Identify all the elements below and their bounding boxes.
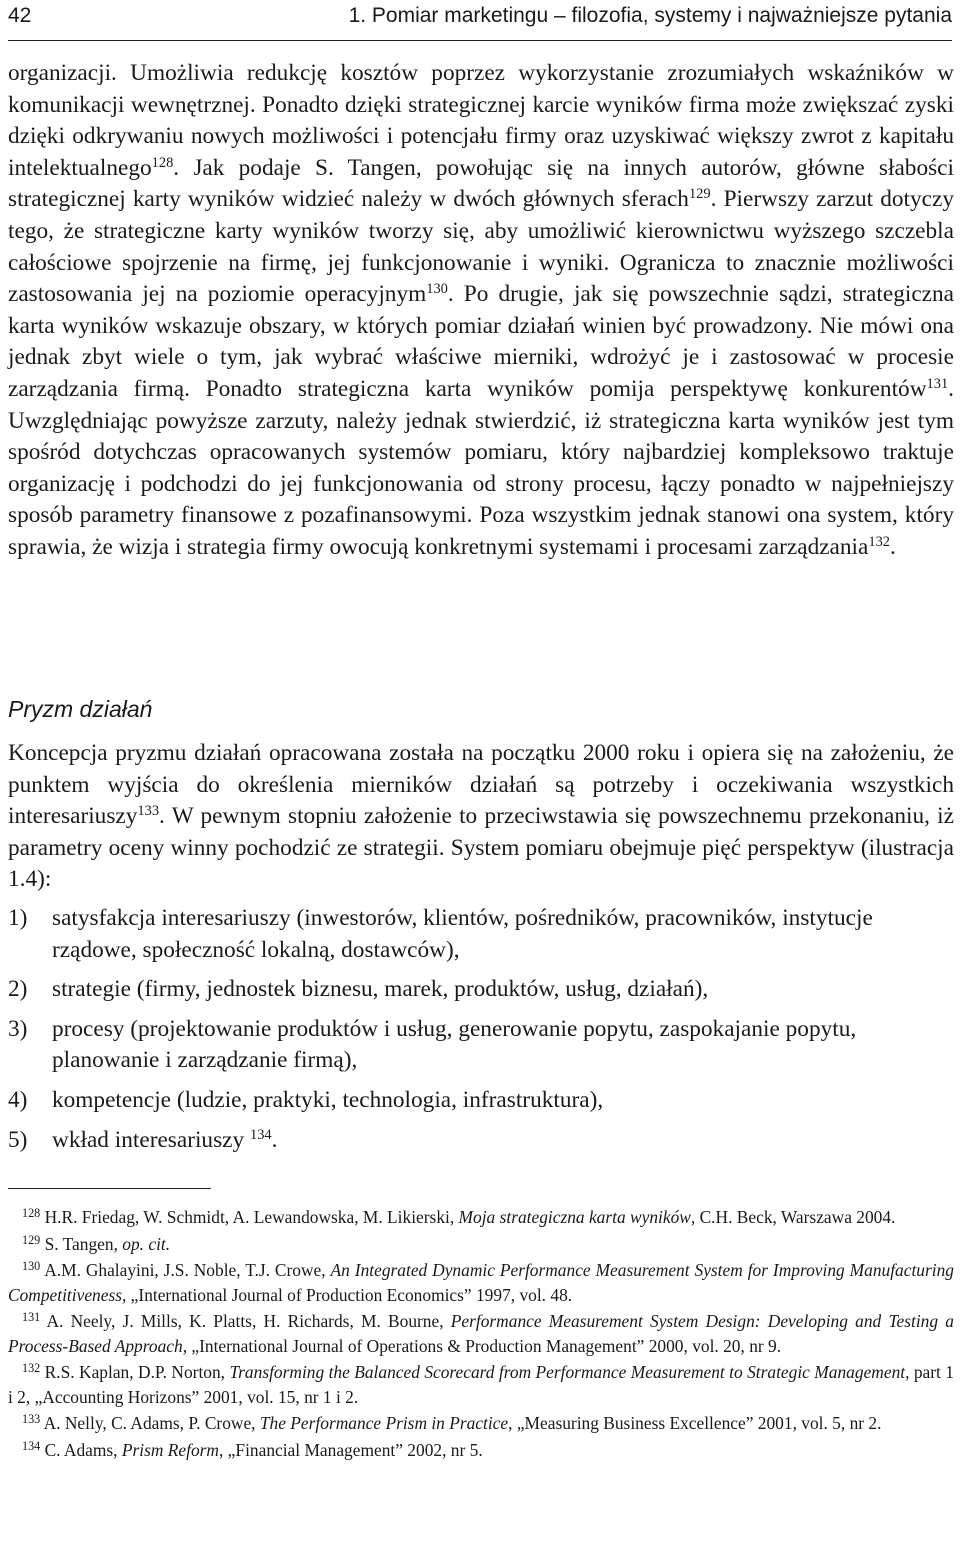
list-text: procesy (projektowanie produktów i usług, generowanie popytu, zaspokajanie popytu, planowanie i zarządzanie firmą), <box>52 1015 857 1074</box>
text-run: . Pierwszy zarzut dotyczy tego, że strategiczne karty wyników tworzy się, aby umożliwić kierownictwu wyższego szczebla całościowe spojrzenie na firmę, jej funkcjonowanie i wyniki. Ogranicza to znacznie możliwości zastosowania jej na poziomie operacyjnym <box>8 186 954 308</box>
text-run: . W pewnym stopniu założenie to przeciwstawia się powszechnemu przekonaniu, iż parametry oceny winny pochodzić ze strategii. System pomiaru obejmuje pięć perspektyw (ilustracja 1.4): <box>8 803 954 893</box>
footnote <box>8 1258 954 1307</box>
footnote <box>8 1411 954 1436</box>
footnote-ref: 128 <box>151 154 174 171</box>
footnote-authors: S. Tangen, <box>40 1233 123 1254</box>
footnote-number: 132 <box>22 1360 41 1375</box>
footnote-source: , „International Journal of Production Economics” 1997, vol. 48. <box>121 1284 573 1305</box>
page-number: 42 <box>8 4 32 27</box>
footnote-number: 130 <box>22 1258 41 1273</box>
body-paragraph-2 <box>8 738 954 896</box>
footnote-title: Moja strategiczna karta wyników <box>458 1207 691 1227</box>
footnote <box>8 1438 954 1463</box>
footnote-title: Performance Measurement System Design: Developing and Testing a Process-Based Approach <box>8 1311 954 1356</box>
footnote-source: , „Measuring Business Excellence” 2001, vol. 5, nr 2. <box>508 1413 882 1433</box>
footnote-authors: A. Neely, J. Mills, K. Platts, H. Richards, M. Bourne, <box>40 1311 451 1331</box>
list-item <box>8 903 954 966</box>
list-item <box>8 974 954 1006</box>
footnote-number: 131 <box>22 1309 41 1324</box>
list-text: strategie (firmy, jednostek biznesu, marek, produktów, usług, działań), <box>52 976 709 1003</box>
list-item <box>8 1125 954 1157</box>
running-header <box>8 2 952 36</box>
footnote-title: op. cit. <box>122 1233 171 1254</box>
footnote-authors: R.S. Kaplan, D.P. Norton, <box>40 1362 230 1382</box>
list-number: 3) <box>8 1015 28 1042</box>
footnote-number: 133 <box>22 1411 41 1426</box>
text-run: Koncepcja pryzmu działań opracowana została na początku 2000 roku i opiera się na założeniu, że punktem wyjścia do określenia mierników działań są potrzeby i oczekiwania wszystkich interesariuszy <box>8 740 954 830</box>
footnote-authors: H.R. Friedag, W. Schmidt, A. Lewandowska, M. Likierski, <box>40 1207 459 1227</box>
footnote-source: , „Financial Management” 2002, nr 5. <box>218 1439 483 1460</box>
footnote-title: An Integrated Dynamic Performance Measurement System for Improving Manufacturing Competitiveness <box>8 1260 954 1305</box>
body-paragraph-1 <box>8 58 954 564</box>
footnote-number: 134 <box>22 1438 41 1453</box>
footnote-ref: 134 <box>249 1126 272 1143</box>
footnotes <box>8 1205 954 1464</box>
text-run: . Jak podaje S. Tangen, powołując się na innych autorów, główne słabości strategicznej karty wyników widzieć należy w dwóch głównych sferach <box>8 154 954 213</box>
chapter-title: 1. Pomiar marketingu – filozofia, systemy i najważniejsze pytania <box>348 4 952 27</box>
footnote-authors: C. Adams, <box>40 1439 122 1460</box>
footnote-title: The Performance Prism in Practice <box>259 1413 509 1433</box>
list-item <box>8 1085 954 1117</box>
text-run: . Uwzględniając powyższe zarzuty, należy jednak stwierdzić, iż strategiczna karta wyników jest tym spośród dotychczas opracowanych systemów pomiaru, który najbardziej kompleksowo traktuje organizację i podchodzi do jej funkcjonowania od strony procesu, łączy ponadto w najpełniejszy sposób parametry finansowe z pozafinansowymi. Poza wszystkim jednak stanowi ona system, który sprawia, że wizja i strategia firmy owocują konkretnymi systemami i procesami zarządzania <box>8 375 954 560</box>
list-number: 4) <box>8 1086 28 1113</box>
list-number: 1) <box>8 905 28 931</box>
text-run: organizacji. Umożliwia redukcję kosztów poprzez wykorzystanie zrozumiałych wskaźników w komunikacji wewnętrznej. Ponadto dzięki strategicznej karcie wyników firma może zwiększać zyski dzięki odkrywaniu nowych możliwości i potencjału firmy oraz uzyskiwać większy zwrot z kapitału intelektualnego <box>8 60 954 181</box>
footnote-source: , „International Journal of Operations & Production Management” 2000, vol. 20, nr 9. <box>182 1335 782 1356</box>
footnote-ref: 130 <box>426 281 448 298</box>
perspectives-list <box>8 903 954 1156</box>
text-run: . <box>890 533 896 560</box>
text-run: . Po drugie, jak się powszechnie sądzi, strategiczna karta wyników wskazuje obszary, w których pomiar działań winien być prowadzony. Nie mówi ona jednak zbyt wiele o tym, jak wybrać właściwe mierniki, wdrożyć je i zastosować w procesie zarządzania firmą. Ponadto strategiczna karta wyników pomija perspektywę konkurentów <box>8 281 954 402</box>
list-number: 2) <box>8 976 28 1003</box>
footnote <box>8 1205 954 1230</box>
footnote-title: Transforming the Balanced Scorecard from Performance Measurement to Strategic Management <box>229 1362 906 1382</box>
footnote-ref: 131 <box>926 376 949 392</box>
footnote-title: Prism Reform <box>121 1439 219 1460</box>
footnote <box>8 1360 954 1409</box>
footnote-authors: A. Nelly, C. Adams, P. Crowe, <box>40 1413 260 1433</box>
footnote-ref: 132 <box>868 533 891 550</box>
list-text: wkład interesariuszy <box>52 1126 250 1153</box>
list-text: kompetencje (ludzie, praktyki, technologia, infrastruktura), <box>52 1086 604 1113</box>
footnote <box>8 1232 954 1257</box>
paragraph <box>8 738 954 896</box>
header-rule <box>8 40 952 41</box>
footnote <box>8 1309 954 1358</box>
list-text-end: . <box>271 1126 278 1153</box>
paragraph <box>8 58 954 564</box>
section-heading: Pryzm działań <box>8 696 153 722</box>
footnote-separator <box>8 1188 211 1189</box>
list-number: 5) <box>8 1126 28 1153</box>
footnote-ref: 133 <box>137 803 160 820</box>
list-text: satysfakcja interesariuszy (inwestorów, klientów, pośredników, pracowników, instytucje rządowe, społeczność lokalną, dostawców), <box>52 905 873 963</box>
footnote-number: 128 <box>22 1205 41 1220</box>
footnote-number: 129 <box>22 1232 41 1247</box>
footnote-ref: 129 <box>688 186 711 203</box>
footnote-source: , part 1 i 2, „Accounting Horizons” 2001, vol. 15, nr 1 i 2. <box>8 1362 954 1407</box>
list-item <box>8 1014 954 1077</box>
footnote-authors: A.M. Ghalayini, J.S. Noble, T.J. Crowe, <box>40 1260 331 1280</box>
footnote-source: , C.H. Beck, Warszawa 2004. <box>690 1207 896 1227</box>
